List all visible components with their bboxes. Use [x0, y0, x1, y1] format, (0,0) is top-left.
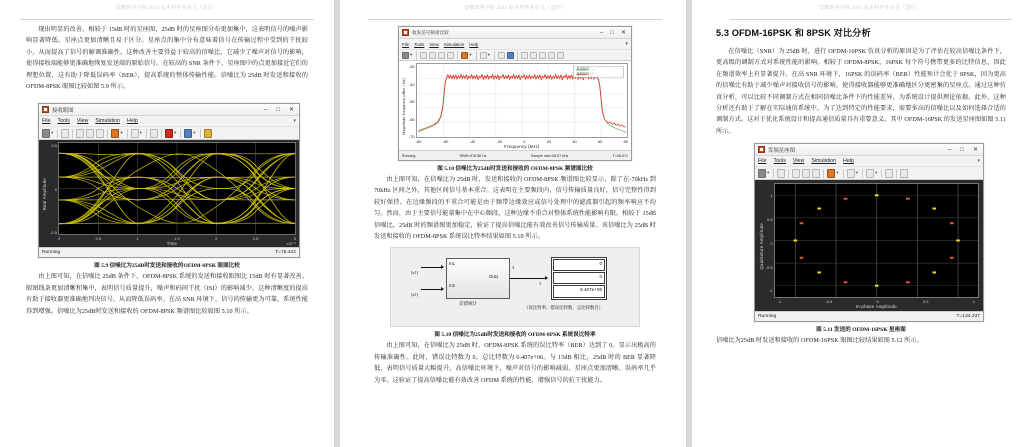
display-block[interactable] [551, 257, 607, 300]
display-total-bits: 6.407e+06 [553, 285, 605, 298]
eye-ytick-2: -0.5 [50, 230, 57, 236]
spectrum-ylabel: Magnitude-frequency (dBm / Hz) [402, 77, 406, 135]
constellation-statusbar [755, 311, 983, 321]
menu-view[interactable]: View [76, 118, 89, 125]
status-time: T=78.422 [275, 250, 296, 256]
matlab-icon [402, 29, 409, 36]
eye-xtick-2: 1 [136, 236, 139, 242]
constellation-point [932, 272, 936, 274]
eye-diagram-svg [59, 143, 295, 234]
eye-x-exponent: ×10⁻⁵ [285, 242, 296, 247]
constellation-point [843, 198, 847, 200]
spec-xtick-0: -80 [415, 139, 422, 144]
status-time: T=134.237 [956, 314, 980, 320]
constellation-point [874, 285, 878, 287]
figure-caption-5-9: 图 5.9 信噪比为25dB时发送和接收的OFDM-8PSK 眼图比较 [94, 263, 240, 270]
port-out1-label: Out1 [489, 274, 499, 280]
constellation-xlabel: In-phase Amplitude [855, 304, 897, 310]
spec-xtick-6: 40 [572, 139, 577, 144]
spec-ytick-0: -30 [408, 64, 415, 69]
paragraph-right-1: 在信噪比（SNR）为 25dB 时，进行 OFDM-16PSK 仿真分析的原因是为了评估在较高信噪比条件下，更高级的调制方式对系统性能的影响。相较于 OFDM-8PSK，16PSK 每个符号携带更多的比特信息，因此在频谱效率上有显著提升。在高 SNR 环境下，16PSK 的误码率（BER）性能预计会优于 8PSK，因为更高的信噪比有助于减少噪声对接收信号的影响，使得接收器能够更准确地区分更密集的星座点。通过这种仿真分析，可以比较不同调制方式在相同信噪比条件下的性能差异，为系统设计提供理论依据。此外，这种分析还有助于了解在实际通信系统中，为了达到特定的性能要求，需要多高的信噪比以及如何选择合适的调制方式。这对于优化系统设计和提高通信质量具有重要意义。其中 OFDM-16PSK 的发送星座图如图 5.11 所示。 [716, 49, 1006, 135]
spectrum-xlabel: Frequency (kHz) [504, 144, 540, 149]
paragraph-left-2: 由上图可知，在信噪比 25dB 条件下，OFDM-8PSK 系统的发送和接收眼图比 15dB 时有显著改善。眼图线条更加清晰和集中，表明信号质量提升，噪声和码间干扰（ISI）的影响减少。这种清晰度的提高有助于接收器更准确地判决信号，从而降低误码率。在高 SNR 环境下，信号的传输更为可靠，系统性能得到增强。信噪比为25dB时发送和接收的 OFDM-8PSK 频谱图比较如图 5.10 所示。 [26, 274, 308, 315]
constellation-point [793, 240, 797, 242]
svg-text:···: ··· [589, 67, 595, 72]
input-signal-2: ]x1] [411, 292, 418, 298]
status-running: Running [42, 250, 61, 256]
paragraph-left-1: 现出明显的改善。相较于 15dB 时的星座图，25dB 时的星座图分布更加集中，这表明信号的噪声影响显著降低。星座点更加清晰且易于区分。星座点的集中分布意味着信号在传输过程中受到的干扰较小，从而提高了信号的解调准确性。这种改善主要得益于较高的信噪比，它减少了噪声对信号的影响，使得接收端能够更准确地恢复发送端的原始信号。在较高的 SNR 条件下，星座图中的点更加接近它们的理想位置，这有助于降低误码率（BER），提高系统的整体传输性能。信噪比为 25dB 时发送和接收的 OFDM-8PSK 眼图比较如图 5.9 所示。 [26, 27, 308, 91]
error-statistics-block[interactable] [446, 258, 510, 299]
step-forward-icon[interactable] [461, 52, 468, 59]
menu-tools[interactable]: Tools [57, 118, 70, 125]
paragraph-right-2: 信噪比为25dB 时发送和接收的 OFDM-16PSK 眼图比较结果如图 5.12 所示。 [716, 338, 923, 345]
settings-icon[interactable] [42, 129, 50, 138]
close-button[interactable]: ✕ [620, 29, 626, 36]
input-signal-1: ]x1] [411, 270, 418, 276]
const-xtick-4: 1 [972, 299, 975, 305]
constellation-menubar[interactable] [755, 156, 983, 167]
const-xtick-3: 0.5 [922, 299, 929, 305]
scope-window-spectrum[interactable] [398, 26, 632, 161]
menu-file[interactable]: File [758, 158, 767, 165]
maximize-button[interactable]: □ [276, 106, 280, 113]
document-page-3 [692, 0, 1024, 447]
menu-help[interactable]: Help [469, 41, 479, 47]
menu-tools[interactable]: Tools [414, 41, 425, 47]
spec-xtick-7: 60 [597, 139, 603, 144]
signal-width-out: 3 [512, 265, 515, 271]
menu-tools[interactable]: Tools [773, 158, 786, 165]
spectrum-legend-tx: 发送信号 [576, 67, 590, 72]
eye-xtick-0: 0 [57, 236, 61, 242]
header-rule [20, 13, 314, 20]
port-in1-label: In1 [449, 261, 455, 267]
print-icon[interactable] [777, 169, 785, 178]
snapshot-icon[interactable] [150, 129, 158, 138]
eye-ytick-0: 0.5 [51, 143, 57, 149]
menu-view[interactable]: View [429, 41, 439, 47]
eye-ytick-1: 0 [54, 186, 57, 192]
status-running: Running [402, 153, 416, 158]
status-rbw: RBW=976.56 Hz [459, 153, 487, 158]
menu-view[interactable]: View [792, 158, 805, 165]
eye-xtick-1: 0.5 [95, 236, 102, 242]
constellation-point [950, 257, 954, 259]
running-header: 安徽新华学院 2025 届本科毕业论文（设计） [115, 6, 219, 11]
print-icon[interactable] [61, 129, 69, 138]
fit-to-view-icon[interactable] [866, 169, 874, 178]
svg-text:···: ··· [589, 71, 595, 77]
scope-toolbar[interactable]: ▾ ▾ ▾ ▾ ▾ [39, 127, 299, 140]
menu-help[interactable]: Help [127, 118, 138, 125]
simulink-ber-figure [390, 247, 640, 327]
header-rule-2 [368, 13, 662, 20]
constellation-point [906, 198, 910, 200]
scope-title-text: 接收眼图 [52, 107, 74, 114]
constellation-title-text: 发端星座图 [768, 147, 795, 154]
header-rule-3 [730, 13, 1012, 20]
matlab-icon [42, 106, 49, 113]
step-forward-icon[interactable] [827, 169, 835, 178]
constellation-point [817, 208, 821, 210]
constellation-point [799, 257, 803, 259]
zoom-icon[interactable] [480, 52, 487, 59]
const-xtick-0: -1 [777, 299, 782, 305]
spectrum-plot [399, 61, 631, 150]
constellation-point [843, 281, 847, 283]
status-running: Running [758, 314, 777, 320]
spectrum-toolbar[interactable]: ▾ ▾ ▾ [399, 50, 631, 61]
measurement-icon[interactable] [165, 129, 173, 138]
peak-finder-icon[interactable] [521, 52, 528, 59]
snapshot-icon[interactable] [885, 169, 893, 178]
snapshot-icon[interactable] [498, 52, 505, 59]
constellation-point [932, 208, 936, 210]
close-button[interactable]: ✕ [288, 106, 294, 113]
cursor-icon[interactable] [184, 129, 192, 138]
spectrum-mask-icon[interactable] [557, 52, 564, 59]
spectrum-svg [417, 64, 627, 137]
paragraph-mid-2: 由上图可知，在信噪比为 25dB 时，OFDM-8PSK 系统的误比特率（BER）达到了 0。显示出极高的传输准确性。此时，错误比特数为 0，总比特数为 6.407e+06。与 15dB 相比，25dB 时的 BER 显著降低，表明信号质量大幅提升，高信噪比环境下，噪声对信号的影响减弱，星座点更加清晰。误码率几乎为零。这验证了提高信噪比能有效改善 OFDM 系统的性能，增强信号的抗干扰能力。 [374, 343, 656, 384]
chevron-down-icon[interactable]: ▾ [977, 158, 980, 165]
eye-xtick-3: 1.5 [174, 236, 180, 242]
figure-caption-5-10a: 图 5.10 信噪比为25dB时发送和接收的 OFDM-8PSK 频谱图比较 [437, 166, 593, 172]
spec-ytick-1: -40 [408, 81, 415, 87]
section-title-5-3: 5.3 OFDM-16PSK 和 8PSK 对比分析 [716, 28, 871, 38]
minimize-button[interactable]: – [948, 146, 952, 153]
constellation-plot [755, 180, 983, 311]
spec-ytick-2: -50 [408, 99, 415, 104]
eye-xtick-4: 2 [215, 236, 218, 242]
menu-simulation[interactable]: Simulation [443, 41, 465, 47]
spec-xtick-3: -20 [496, 139, 503, 144]
constellation-point [906, 281, 910, 283]
settings-icon[interactable] [402, 52, 409, 59]
spec-xtick-1: -60 [442, 139, 449, 144]
constellation-svg [775, 184, 978, 297]
pause-icon[interactable] [429, 52, 436, 59]
chevron-down-icon[interactable]: ▾ [625, 41, 628, 47]
step-forward-icon[interactable] [111, 129, 119, 138]
const-ytick-0: 1 [770, 193, 773, 199]
const-xtick-1: -0.5 [825, 299, 833, 305]
const-ytick-2: 0 [770, 240, 773, 246]
spectrum-title-bar[interactable] [399, 27, 631, 39]
cursor-icon[interactable] [507, 52, 514, 59]
menu-help[interactable]: Help [843, 158, 854, 165]
const-ytick-3: -0.5 [765, 264, 773, 270]
matlab-icon [758, 146, 765, 153]
paragraph-mid-1: 由上图可知，在信噪比为 25dB 时，发送和接收的 OFDM-8PSK 频谱图比较显示，除了在-70kHz 到 70kHz 区间之外，其他区间信号基本重合。这表明在主要频段内，信号传输质量良好，信号完整性得到较好保持。在边缘频段的不重合可能是由于频带边缘效应或信号处理中的滤波器引起的频率响应不均匀。然而，由于主要信号能量集中在中心频段，这种边缘不重合对整体系统性能影响有限。相较于 15dB 信噪比，25dB 时的频谱图更加稳定，验证了提高信噪比能有效改善信号传输质量。该信噪比为 25dB 时发送和接收的 OFDM-8PSK 系统误比特率结果如图 5.10 所示。 [374, 177, 656, 241]
ccdf-icon[interactable] [548, 52, 555, 59]
print-icon[interactable] [420, 52, 427, 59]
chevron-down-icon[interactable]: ▾ [293, 118, 296, 125]
minimize-button[interactable]: – [600, 29, 604, 36]
running-header-3: 安徽新华学院 2025 届本科毕业论文（设计） [818, 6, 922, 11]
const-xtick-2: 0 [876, 299, 879, 305]
status-time: T=98.571 [612, 153, 628, 158]
spec-xtick-4: 0 [523, 139, 526, 144]
spec-xtick-8: 80 [623, 139, 628, 144]
constellation-point [950, 222, 954, 224]
maximize-button[interactable]: □ [960, 146, 964, 153]
scope-menubar[interactable] [39, 116, 299, 127]
run-icon[interactable] [802, 169, 810, 178]
block-label-error-stats: 差错统计 [459, 301, 478, 307]
spec-ytick-4: -70 [408, 134, 415, 139]
constellation-point [817, 272, 821, 274]
spec-ytick-3: -60 [408, 116, 415, 122]
constellation-point [874, 195, 878, 197]
eye-xtick-5: 2.5 [252, 236, 259, 242]
menu-file[interactable]: File [42, 118, 51, 125]
constellation-title-bar[interactable] [755, 144, 983, 156]
distortion-icon[interactable] [539, 52, 546, 59]
pause-icon[interactable] [792, 169, 800, 178]
zoom-icon[interactable] [131, 129, 139, 138]
settings-icon[interactable] [758, 169, 766, 178]
document-page-1 [0, 0, 334, 447]
menu-simulation[interactable]: Simulation [95, 118, 121, 125]
run-icon[interactable] [438, 52, 445, 59]
spec-xtick-2: -40 [469, 139, 476, 144]
eye-xtick-6: 3 [293, 236, 296, 242]
stop-icon[interactable] [96, 129, 104, 138]
pause-icon[interactable] [76, 129, 84, 138]
run-icon[interactable] [86, 129, 94, 138]
display-caption: （误比特率、错误比特数、总比特数目） [524, 305, 604, 311]
channel-measurement-icon[interactable] [530, 52, 537, 59]
close-button[interactable]: ✕ [972, 146, 978, 153]
menu-file[interactable]: File [402, 41, 410, 47]
signal-width-display: 3 [539, 281, 542, 287]
constellation-point [956, 240, 960, 242]
scope-window-eye-diagram[interactable] [38, 103, 300, 258]
maximize-button[interactable]: □ [610, 29, 614, 36]
const-ytick-4: -1 [769, 288, 773, 294]
running-header-2: 安徽新华学院 2025 届本科毕业论文（设计） [463, 6, 567, 11]
eye-xlabel: Time [166, 241, 178, 247]
stop-icon[interactable] [447, 52, 454, 59]
legend-icon[interactable] [900, 169, 908, 178]
constellation-point [799, 222, 803, 224]
zoom-icon[interactable] [847, 169, 855, 178]
spectrum-statusbar [399, 150, 631, 160]
figure-caption-5-10b: 图 5.10 信噪比为25dB时发送和接收的 OFDM-8PSK 系统误比特率 [434, 332, 596, 339]
scope-window-constellation[interactable] [754, 143, 984, 322]
legend-icon[interactable] [204, 129, 212, 138]
display-ber: 0 [553, 259, 605, 271]
status-sample-rate: Sample rate=58.67 kHz [530, 153, 569, 158]
figure-caption-5-11: 图 5.11 发送的 OFDM-16PSK 星座图 [816, 327, 906, 334]
constellation-toolbar[interactable]: ▾ ▾ ▾ ▾ [755, 167, 983, 180]
scope-title-bar[interactable] [39, 104, 299, 116]
document-page-2 [340, 0, 686, 447]
constellation-ylabel: Quadrature Amplitude [759, 222, 764, 270]
eye-diagram-plot [39, 140, 299, 247]
spectrum-menubar[interactable] [399, 39, 631, 50]
display-error-bits: 0 [553, 272, 605, 284]
menu-simulation[interactable]: Simulation [811, 158, 837, 165]
port-in2-label: In2 [449, 283, 455, 289]
spectrum-legend-rx: 接收信号 [576, 72, 590, 77]
scope-statusbar [39, 247, 299, 257]
stop-icon[interactable] [812, 169, 820, 178]
eye-ylabel: Real Amplitude [42, 178, 47, 211]
minimize-button[interactable]: – [264, 106, 268, 113]
spec-xtick-5: 20 [546, 139, 552, 144]
const-ytick-1: 0.5 [767, 217, 773, 222]
spectrum-title-text: 收发信号频谱比较 [412, 29, 449, 35]
